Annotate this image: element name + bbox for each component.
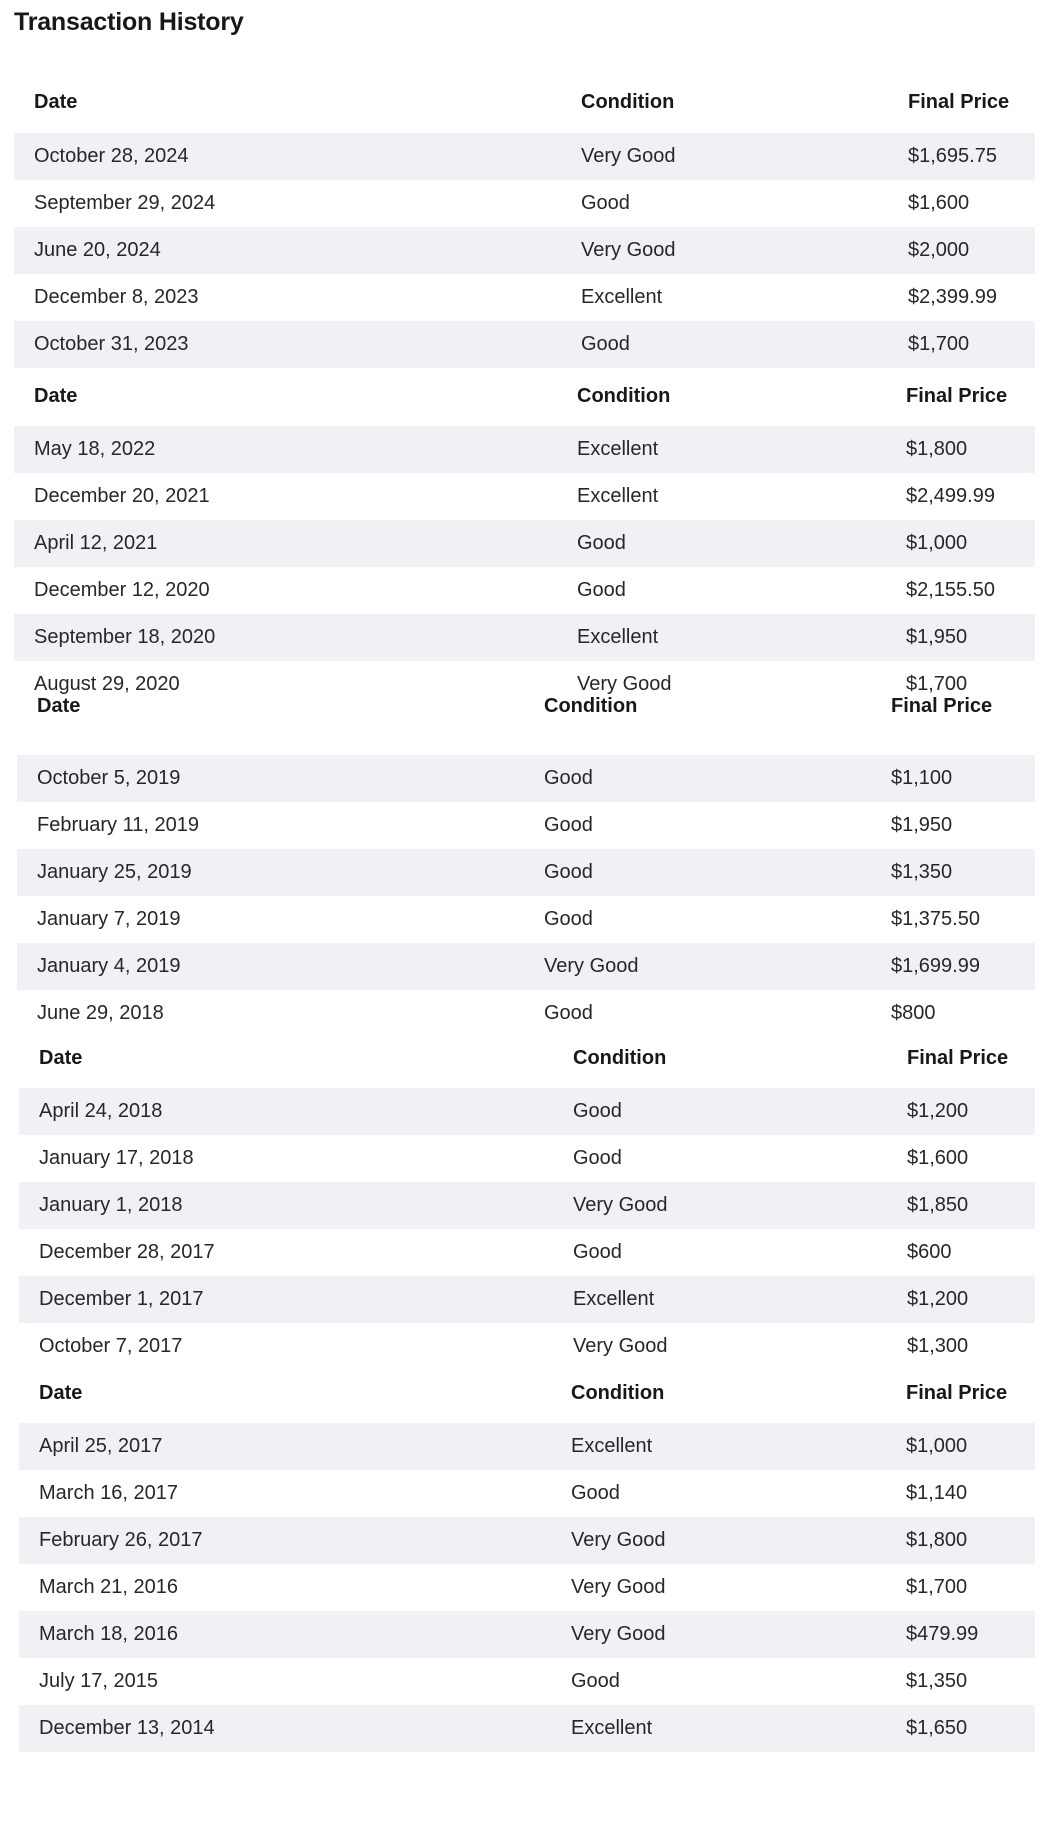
table-row	[19, 1229, 1035, 1276]
condition-cell: Very Good	[551, 1517, 886, 1564]
final-price-cell: $1,375.50	[871, 896, 1035, 943]
condition-cell: Excellent	[551, 1423, 886, 1470]
table-row	[19, 1088, 1035, 1135]
final-price-cell: $600	[887, 1229, 1035, 1276]
final-price-cell: $1,699.99	[871, 943, 1035, 990]
condition-cell: Excellent	[561, 274, 888, 321]
final-price-cell: $1,300	[887, 1323, 1035, 1370]
condition-cell: Good	[561, 180, 888, 227]
final-price-cell: $1,200	[887, 1276, 1035, 1323]
final-price-column-header: Final Price	[906, 385, 1008, 407]
date-cell: December 13, 2014	[19, 1705, 551, 1752]
date-cell: January 17, 2018	[19, 1135, 553, 1182]
table-row	[14, 133, 1035, 180]
final-price-cell: $1,600	[887, 1135, 1035, 1182]
table-row	[14, 180, 1035, 227]
condition-cell: Excellent	[557, 473, 886, 520]
condition-column-header: Condition	[571, 1382, 665, 1404]
date-column-header: Date	[39, 1382, 83, 1404]
table-row	[17, 802, 1035, 849]
table-row	[19, 1323, 1035, 1370]
date-cell: March 16, 2017	[19, 1470, 551, 1517]
final-price-cell: $1,695.75	[888, 133, 1035, 180]
table-row	[19, 1470, 1035, 1517]
transaction-table-4	[19, 1028, 1035, 1370]
table-row	[19, 1423, 1035, 1470]
transaction-table-1	[14, 71, 1035, 368]
final-price-column-header: Final Price	[908, 90, 1010, 113]
date-cell: March 21, 2016	[19, 1564, 551, 1611]
final-price-cell: $1,600	[888, 180, 1035, 227]
condition-cell: Excellent	[557, 426, 886, 473]
table-row	[19, 1517, 1035, 1564]
final-price-column-header: Final Price	[891, 695, 993, 717]
final-price-cell: $1,700	[886, 661, 1035, 708]
date-cell: January 7, 2019	[17, 896, 524, 943]
condition-cell: Very Good	[551, 1564, 886, 1611]
date-cell: October 5, 2019	[17, 755, 524, 802]
date-cell: December 1, 2017	[19, 1276, 553, 1323]
table-row	[14, 227, 1035, 274]
table-row	[17, 755, 1035, 802]
final-price-cell: $1,700	[888, 321, 1035, 368]
table-header-row	[19, 1028, 1035, 1088]
final-price-cell: $1,350	[886, 1658, 1035, 1705]
condition-column-header: Condition	[573, 1046, 667, 1069]
final-price-cell: $800	[871, 990, 1035, 1037]
condition-cell: Very Good	[553, 1182, 887, 1229]
transaction-table-3	[17, 696, 1035, 1037]
date-column-header: Date	[34, 385, 78, 407]
date-cell: December 20, 2021	[14, 473, 557, 520]
table-header-row	[14, 71, 1035, 133]
condition-column-header: Condition	[581, 90, 675, 113]
date-cell: January 4, 2019	[17, 943, 524, 990]
final-price-cell: $1,800	[886, 1517, 1035, 1564]
final-price-cell: $1,650	[886, 1705, 1035, 1752]
table-row	[14, 614, 1035, 661]
date-cell: October 31, 2023	[14, 321, 561, 368]
final-price-cell: $1,800	[886, 426, 1035, 473]
date-cell: July 17, 2015	[19, 1658, 551, 1705]
table-row	[14, 426, 1035, 473]
final-price-cell: $1,000	[886, 1423, 1035, 1470]
condition-cell: Good	[551, 1658, 886, 1705]
table-row	[14, 520, 1035, 567]
transaction-table-5	[19, 1364, 1035, 1752]
table-row	[17, 849, 1035, 896]
table-row	[19, 1276, 1035, 1323]
condition-cell: Very Good	[553, 1323, 887, 1370]
condition-cell: Good	[524, 755, 871, 802]
page-title: Transaction History	[14, 8, 244, 36]
condition-cell: Excellent	[551, 1705, 886, 1752]
date-column-header: Date	[34, 90, 78, 113]
final-price-cell: $2,399.99	[888, 274, 1035, 321]
transaction-table-2	[14, 367, 1035, 708]
date-cell: April 25, 2017	[19, 1423, 551, 1470]
condition-column-header: Condition	[577, 385, 671, 407]
condition-cell: Excellent	[557, 614, 886, 661]
table-row	[14, 274, 1035, 321]
condition-cell: Good	[553, 1135, 887, 1182]
final-price-cell: $1,350	[871, 849, 1035, 896]
condition-cell: Good	[524, 802, 871, 849]
table-row	[14, 321, 1035, 368]
table-row	[19, 1658, 1035, 1705]
date-cell: April 12, 2021	[14, 520, 557, 567]
table-row	[19, 1611, 1035, 1658]
date-cell: December 8, 2023	[14, 274, 561, 321]
final-price-cell: $1,950	[871, 802, 1035, 849]
final-price-cell: $2,499.99	[886, 473, 1035, 520]
table-row	[19, 1135, 1035, 1182]
date-cell: September 18, 2020	[14, 614, 557, 661]
condition-column-header: Condition	[544, 695, 638, 717]
final-price-cell: $1,000	[886, 520, 1035, 567]
date-cell: April 24, 2018	[19, 1088, 553, 1135]
final-price-cell: $1,850	[887, 1182, 1035, 1229]
date-column-header: Date	[37, 695, 81, 717]
table-header-row	[19, 1364, 1035, 1423]
condition-cell: Good	[524, 990, 871, 1037]
date-cell: January 1, 2018	[19, 1182, 553, 1229]
condition-cell: Good	[524, 849, 871, 896]
table-header-row	[14, 367, 1035, 426]
table-row	[19, 1564, 1035, 1611]
condition-cell: Very Good	[561, 227, 888, 274]
final-price-column-header: Final Price	[906, 1382, 1008, 1404]
table-row	[14, 473, 1035, 520]
table-row	[17, 943, 1035, 990]
condition-cell: Very Good	[557, 661, 886, 708]
date-cell: February 11, 2019	[17, 802, 524, 849]
date-cell: December 28, 2017	[19, 1229, 553, 1276]
condition-cell: Good	[524, 896, 871, 943]
condition-cell: Very Good	[524, 943, 871, 990]
final-price-cell: $1,950	[886, 614, 1035, 661]
date-cell: June 20, 2024	[14, 227, 561, 274]
date-column-header: Date	[39, 1046, 83, 1069]
date-cell: June 29, 2018	[17, 990, 524, 1037]
condition-cell: Excellent	[553, 1276, 887, 1323]
condition-cell: Good	[553, 1229, 887, 1276]
table-row	[19, 1182, 1035, 1229]
final-price-cell: $1,100	[871, 755, 1035, 802]
date-cell: September 29, 2024	[14, 180, 561, 227]
final-price-cell: $1,140	[886, 1470, 1035, 1517]
condition-cell: Very Good	[551, 1611, 886, 1658]
date-cell: October 28, 2024	[14, 133, 561, 180]
condition-cell: Very Good	[561, 133, 888, 180]
table-row	[14, 567, 1035, 614]
condition-cell: Good	[557, 567, 886, 614]
table-header-row	[17, 696, 1035, 755]
condition-cell: Good	[561, 321, 888, 368]
condition-cell: Good	[557, 520, 886, 567]
final-price-cell: $2,000	[888, 227, 1035, 274]
date-cell: March 18, 2016	[19, 1611, 551, 1658]
final-price-cell: $1,700	[886, 1564, 1035, 1611]
table-row	[17, 896, 1035, 943]
date-cell: February 26, 2017	[19, 1517, 551, 1564]
date-cell: May 18, 2022	[14, 426, 557, 473]
table-row	[19, 1705, 1035, 1752]
final-price-cell: $1,200	[887, 1088, 1035, 1135]
date-cell: August 29, 2020	[14, 661, 557, 708]
condition-cell: Good	[551, 1470, 886, 1517]
condition-cell: Good	[553, 1088, 887, 1135]
final-price-cell: $2,155.50	[886, 567, 1035, 614]
date-cell: October 7, 2017	[19, 1323, 553, 1370]
date-cell: December 12, 2020	[14, 567, 557, 614]
final-price-cell: $479.99	[886, 1611, 1035, 1658]
date-cell: January 25, 2019	[17, 849, 524, 896]
final-price-column-header: Final Price	[907, 1046, 1009, 1069]
